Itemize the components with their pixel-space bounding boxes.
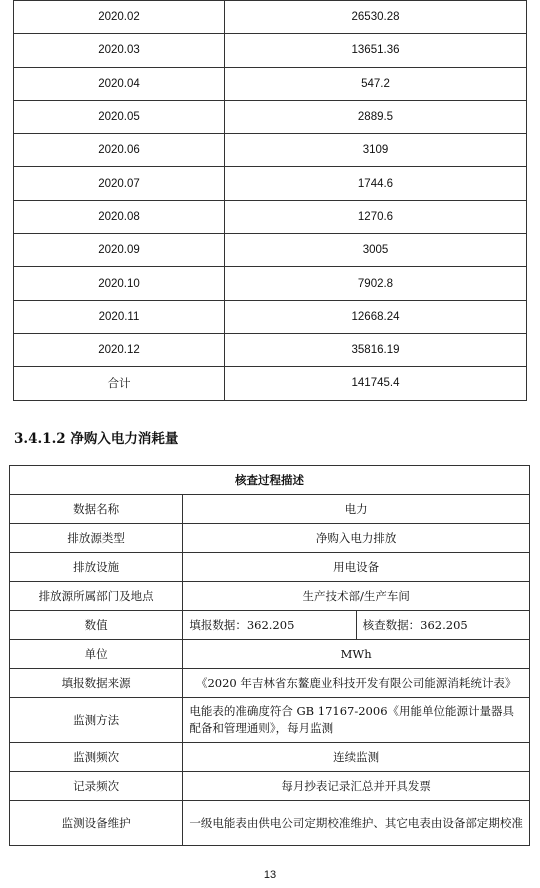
table-row [14, 34, 527, 67]
total-value: 141745.4 [225, 367, 527, 400]
source-type-label: 排放源类型 [10, 524, 183, 553]
verified-value: 核查数据：362.205 [356, 611, 529, 640]
table-row [14, 167, 527, 200]
maintenance-label: 监测设备维护 [10, 801, 183, 846]
consumption-value-cell: 26530.28 [225, 1, 527, 34]
month-cell: 2020.06 [14, 134, 225, 167]
page-number: 13 [263, 869, 277, 881]
record-frequency-value: 每月抄表记录汇总并开具发票 [183, 772, 530, 801]
consumption-value-cell: 7902.8 [225, 267, 527, 300]
department-label: 排放源所属部门及地点 [10, 582, 183, 611]
month-cell: 2020.05 [14, 100, 225, 133]
total-row [14, 367, 527, 400]
consumption-value-cell: 3005 [225, 234, 527, 267]
source-type-value: 净购入电力排放 [183, 524, 530, 553]
consumption-value-cell: 2889.5 [225, 100, 527, 133]
monitoring-method-label: 监测方法 [10, 698, 183, 743]
monitoring-frequency-value: 连续监测 [183, 743, 530, 772]
consumption-value-cell: 13651.36 [225, 34, 527, 67]
table-row [14, 1, 527, 34]
consumption-value-cell: 547.2 [225, 67, 527, 100]
unit-label: 单位 [10, 640, 183, 669]
table-row [14, 267, 527, 300]
monitoring-method-value: 电能表的准确度符合 GB 17167-2006《用能单位能源计量器具配备和管理通则》，每月监测 [183, 698, 530, 743]
consumption-value-cell: 1744.6 [225, 167, 527, 200]
data-name-label: 数据名称 [10, 495, 183, 524]
facility-value: 用电设备 [183, 553, 530, 582]
month-cell: 2020.03 [14, 34, 225, 67]
month-cell: 2020.11 [14, 300, 225, 333]
department-value: 生产技术部/生产车间 [183, 582, 530, 611]
section-heading: 3.4.1.2 净购入电力消耗量 [14, 431, 179, 447]
verification-table [9, 465, 530, 846]
unit-value: MWh [183, 640, 530, 669]
data-name-value: 电力 [183, 495, 530, 524]
table-row [14, 333, 527, 366]
table-row [14, 67, 527, 100]
month-cell: 2020.04 [14, 67, 225, 100]
table-row [14, 134, 527, 167]
table-row [14, 200, 527, 233]
month-cell: 2020.02 [14, 1, 225, 34]
consumption-value-cell: 1270.6 [225, 200, 527, 233]
table-row [14, 234, 527, 267]
record-frequency-label: 记录频次 [10, 772, 183, 801]
month-cell: 2020.12 [14, 333, 225, 366]
verification-table-title: 核查过程描述 [10, 466, 530, 495]
monthly-consumption-table [13, 0, 527, 401]
month-cell: 2020.07 [14, 167, 225, 200]
month-cell: 2020.08 [14, 200, 225, 233]
maintenance-value: 一级电能表由供电公司定期校准维护、其它电表由设备部定期校准 [183, 801, 530, 846]
consumption-value-cell: 12668.24 [225, 300, 527, 333]
value-label: 数值 [10, 611, 183, 640]
monitoring-frequency-label: 监测频次 [10, 743, 183, 772]
facility-label: 排放设施 [10, 553, 183, 582]
consumption-value-cell: 35816.19 [225, 333, 527, 366]
table-row [14, 100, 527, 133]
data-source-label: 填报数据来源 [10, 669, 183, 698]
total-label: 合计 [14, 367, 225, 400]
consumption-value-cell: 3109 [225, 134, 527, 167]
reported-value: 填报数据：362.205 [183, 611, 356, 640]
table-row [14, 300, 527, 333]
month-cell: 2020.10 [14, 267, 225, 300]
month-cell: 2020.09 [14, 234, 225, 267]
data-source-value: 《2020 年吉林省东鳌鹿业科技开发有限公司能源消耗统计表》 [183, 669, 530, 698]
